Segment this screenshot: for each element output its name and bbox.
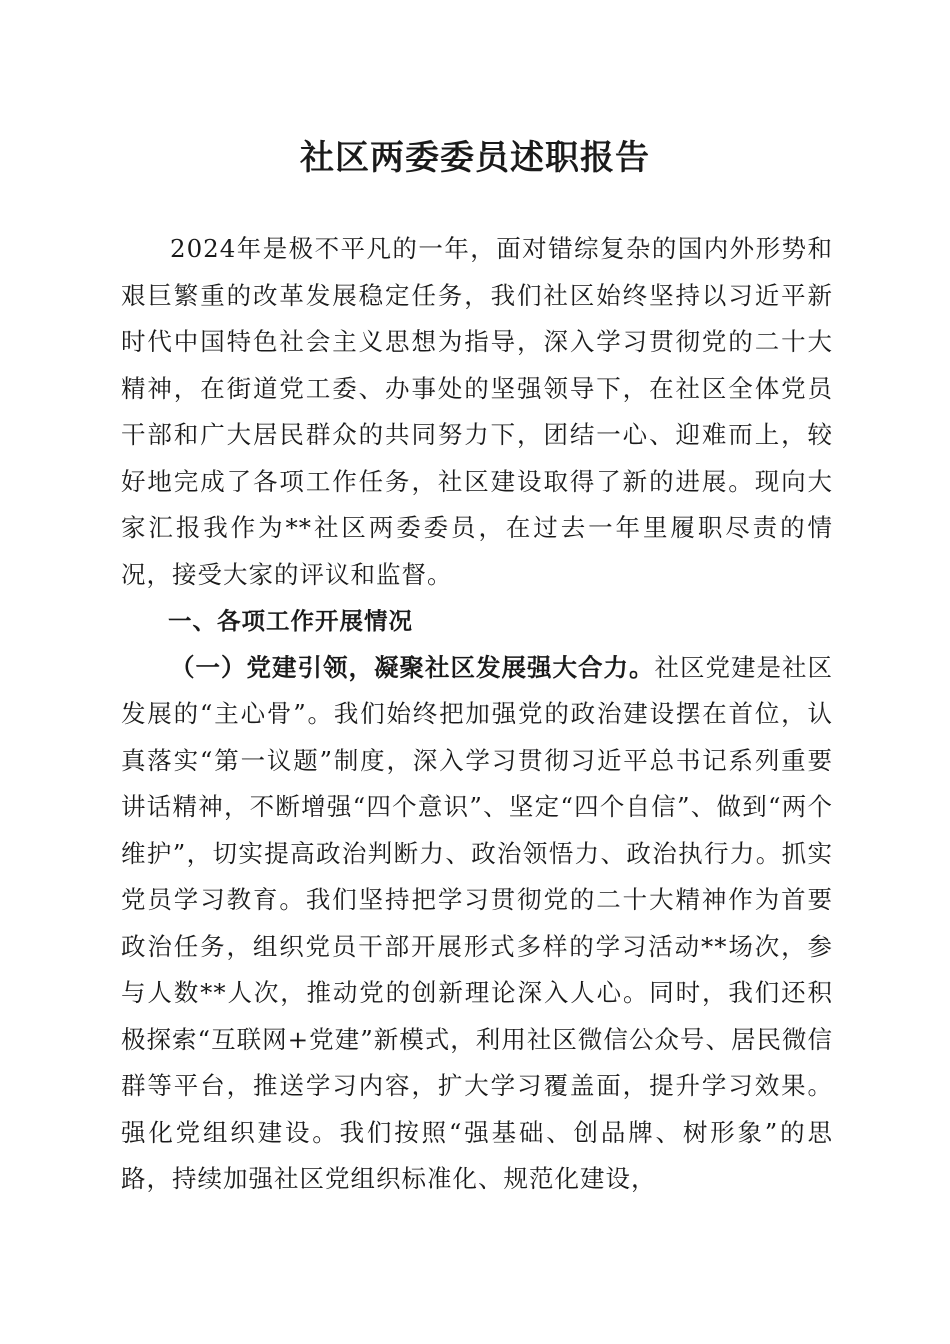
subsection-heading: （一）党建引领，凝聚社区发展强大合力。: [170, 652, 655, 682]
section-heading: 一、各项工作开展情况: [168, 607, 413, 635]
document-title: 社区两委委员述职报告: [300, 138, 650, 178]
subsection-paragraph: [121, 645, 833, 1203]
subsection-body: 社区党建是社区发展的“主心骨”。我们始终把加强党的政治建设摆在首位，认真落实“第一议题”制度，深入学习贯彻习近平总书记系列重要讲话精神，不断增强“四个意识”、坚定“四个自信”、做到“两个维护”，切实提高政治判断力、政治领悟力、政治执行力。抓实党员学习教育。我们坚持把学习贯彻党的二十大精神作为首要政治任务，组织党员干部开展形式多样的学习活动**场次，参与人数**人次，推动党的创新理论深入人心。同时，我们还积极探索“互联网+党建”新模式，利用社区微信公众号、居民微信群等平台，推送学习内容，扩大学习覆盖面，提升学习效果。强化党组织建设。我们按照“强基础、创品牌、树形象”的思路，持续加强社区党组织标准化、规范化建设，: [121, 652, 833, 1193]
intro-paragraph: 2024年是极不平凡的一年，面对错综复杂的国内外形势和艰巨繁重的改革发展稳定任务，我们社区始终坚持以习近平新时代中国特色社会主义思想为指导，深入学习贯彻党的二十大精神，在街道党工委、办事处的坚强领导下，在社区全体党员干部和广大居民群众的共同努力下，团结一心、迎难而上，较好地完成了各项工作任务，社区建设取得了新的进展。现向大家汇报我作为**社区两委委员，在过去一年里履职尽责的情况，接受大家的评议和监督。: [121, 234, 833, 589]
document-body: [121, 226, 833, 1203]
